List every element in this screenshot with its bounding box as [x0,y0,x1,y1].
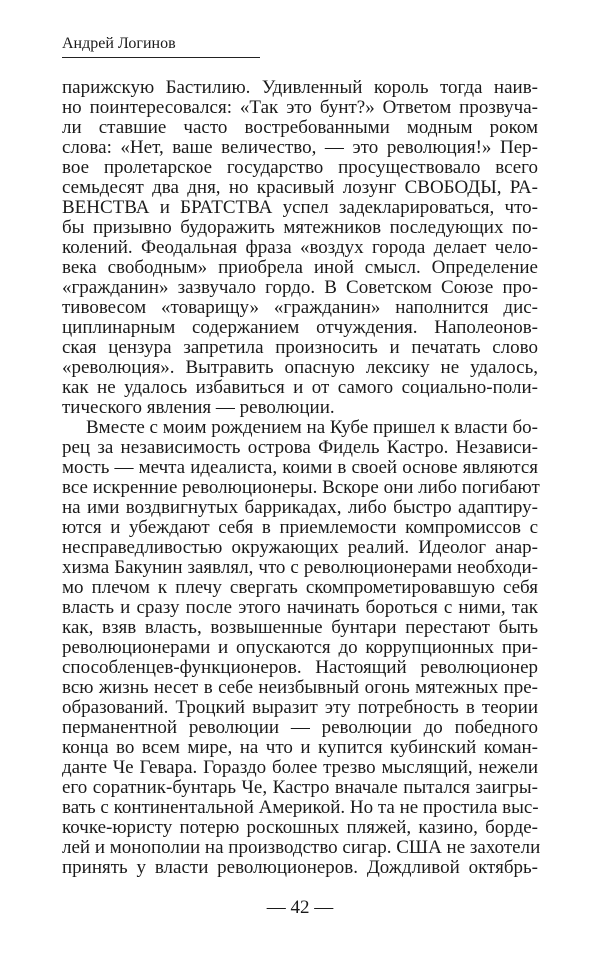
text-line: века свободным» приобрела иной смысл. Определение [62,257,538,278]
text-line: «гражданин» зазвучало гордо. В Советском Союзе про- [62,277,538,298]
text-line: его соратник-бунтарь Че, Кастро вначале пытался заигры- [62,777,538,798]
text-line: хизма Бакунин заявлял, что с революционерами необходи- [62,557,538,578]
text-line: колений. Феодальная фраза «воздух города делает чело- [62,237,538,258]
text-line: всю жизнь несет в себе неизбывный огонь мятежных пре- [62,677,538,698]
text-line: как не удалось избавиться и от самого социально-поли- [62,377,538,398]
text-line: но поинтересовался: «Так это бунт?» Ответом прозвуча- [62,97,538,118]
text-line: парижскую Бастилию. Удивленный король тогда наив- [62,77,538,98]
text-line: конца во всем мире, на что и купится кубинский коман- [62,737,538,758]
text-line: мо плечом к плечу свергать скомпрометировавшую себя [62,577,538,598]
header-rule [62,57,260,58]
text-line: кочке-юристу потерю роскошных пляжей, казино, борде- [62,817,538,838]
text-line: перманентной революции — революции до победного [62,717,538,738]
text-line: принять у власти революционеров. Дождливой октябрь- [62,857,538,878]
text-line: ВЕНСТВА и БРАТСТВА успел задекларироваться, что- [62,197,538,218]
text-line: вать с континентальной Америкой. Но та не простила выс- [62,797,539,818]
text-line: несправедливостью окружающих реалий. Идеолог анар- [62,537,538,558]
text-line: революционерами и опускаются до коррупционных при- [62,637,538,658]
running-header-author: Андрей Логинов [62,35,176,52]
text-line: данте Че Гевара. Гораздо более трезво мыслящий, нежели [62,757,538,778]
body-text [62,77,541,878]
text-line: циплинарным содержанием отчуждения. Наполеонов- [62,317,538,338]
text-line: бы призывно будоражить мятежников последующих по- [62,217,538,238]
page-number: — 42 — [266,897,334,918]
text-line: власть и сразу после этого начинать бороться с ними, так [62,597,538,618]
text-line: семьдесят два дня, но красивый лозунг СВОБОДЫ, РА- [62,177,538,198]
text-line: мость — мечта идеалиста, коими в своей основе являются [62,457,538,478]
text-line: ли ставшие часто востребованными модным роком [62,117,538,138]
paragraph [62,417,541,878]
text-line: слова: «Нет, ваше величество, — это революция!» Пер- [62,137,538,158]
text-line: на ими воздвигнутых баррикадах, либо быстро адаптиру- [62,497,538,518]
text-line: тического явления — революции. [62,397,335,418]
text-line: как, взяв власть, возвышенные бунтари перестают быть [62,617,538,638]
text-line: лей и монополии на производство сигар. США не захотели [62,837,541,858]
text-line: способленцев-функционеров. Настоящий революционер [62,657,538,678]
text-line: Вместе с моим рождением на Кубе пришел к власти бо- [86,417,538,438]
paragraph [62,78,538,418]
text-line: «революция». Вытравить опасную лексику не удалось, [62,357,538,378]
text-line: вое пролетарское государство просуществовало всего [62,157,538,178]
text-line: ются и убеждают себя в приемлемости компромиссов с [62,517,538,538]
text-line: рец за независимость острова Фидель Кастро. Независи- [62,437,538,458]
text-line: образований. Троцкий выразит эту потребность в теории [62,697,538,718]
text-line: тивовесом «товарищу» «гражданин» наполнится дис- [62,297,538,318]
text-line: ская цензура запретила произносить и печатать слово [62,337,538,358]
text-line: все искренние революционеры. Вскоре они либо погибают [62,477,540,498]
